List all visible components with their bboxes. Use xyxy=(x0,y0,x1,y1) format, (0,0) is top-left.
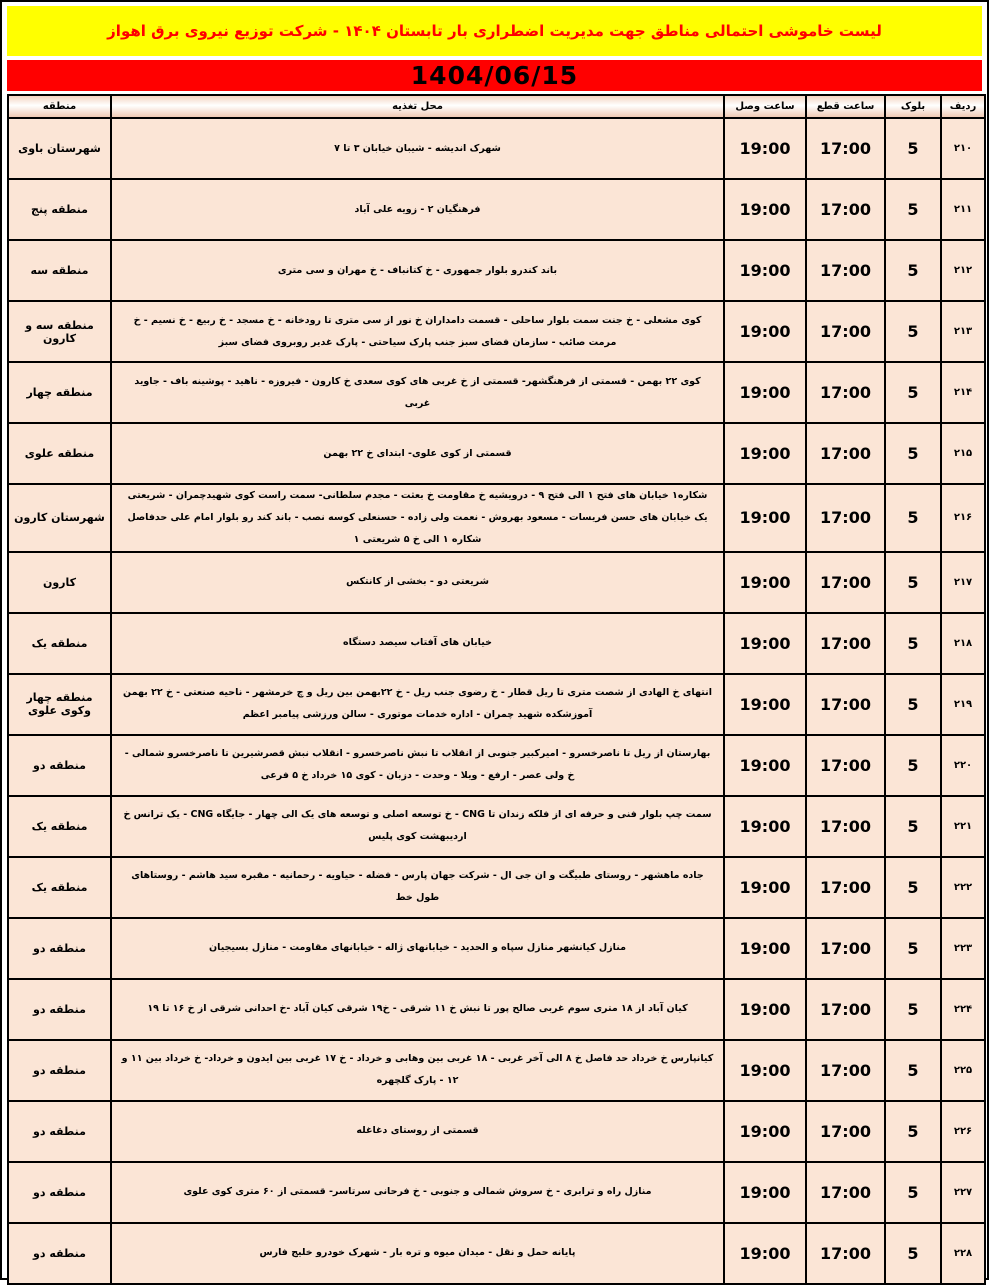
reconnect-time-cell: 19:00 xyxy=(724,484,806,552)
reconnect-time-cell: 19:00 xyxy=(724,552,806,613)
reconnect-time-cell: 19:00 xyxy=(724,1101,806,1162)
block-cell: 5 xyxy=(885,613,941,674)
region-cell: منطقه سه و کارون xyxy=(8,301,111,362)
block-cell: 5 xyxy=(885,796,941,857)
row-number-cell: ۲۱۲ xyxy=(941,240,985,301)
reconnect-time-cell: 19:00 xyxy=(724,118,806,179)
block-cell: 5 xyxy=(885,918,941,979)
reconnect-time-cell: 19:00 xyxy=(724,857,806,918)
row-number-cell: ۲۱۴ xyxy=(941,362,985,423)
feeder-cell: سمت چپ بلوار فنی و حرفه ای از فلکه زندان تا CNG - خ توسعه اصلی و توسعه های یک الی چهار - جایگاه CNG - یک ترانس خ اردیبهشت کوی پلیس xyxy=(111,796,724,857)
feeder-cell: باند کندرو بلوار جمهوری - خ کتانباف - خ مهران و سی متری xyxy=(111,240,724,301)
row-number-cell: ۲۱۹ xyxy=(941,674,985,735)
table-header-row xyxy=(8,95,985,118)
region-cell: منطقه دو xyxy=(8,979,111,1040)
header-row-number: ردیف xyxy=(941,95,985,118)
feeder-cell: کوی ۲۲ بهمن - قسمتی از فرهنگشهر- قسمتی از خ غربی های کوی سعدی خ کارون - فیروزه - ناهید - پوشینه باف - جاوید غربی xyxy=(111,362,724,423)
reconnect-time-cell: 19:00 xyxy=(724,1040,806,1101)
region-cell: منطقه دو xyxy=(8,1101,111,1162)
block-cell: 5 xyxy=(885,240,941,301)
feeder-cell: شریعتی دو - بخشی از کانتکس xyxy=(111,552,724,613)
reconnect-time-cell: 19:00 xyxy=(724,735,806,796)
region-cell: منطقه پنج xyxy=(8,179,111,240)
table-row xyxy=(8,674,985,735)
cutoff-time-cell: 17:00 xyxy=(806,918,885,979)
region-cell: منطقه چهار xyxy=(8,362,111,423)
block-cell: 5 xyxy=(885,301,941,362)
feeder-cell: انتهای خ الهادی از شصت متری تا ریل قطار - خ رضوی جنب ریل - خ ۲۲بهمن بین ریل و چ خرمشهر - ناحیه صنعتی - خ ۲۲ بهمن آموزشکده شهید چمران - اداره خدمات موتوری - سالن ورزشی پیامبر اعظم xyxy=(111,674,724,735)
cutoff-time-cell: 17:00 xyxy=(806,484,885,552)
feeder-cell: کوی مشعلی - خ جنت سمت بلوار ساحلی - قسمت دامداران خ نور از سی متری تا رودخانه - خ مسجد - خ ربیع - خ نسیم - خ مرمت صائب - سازمان فضای سبز جنب پارک سیاحتی - پارک غدیر روبروی فضای سبز xyxy=(111,301,724,362)
table-row xyxy=(8,857,985,918)
table-row xyxy=(8,1101,985,1162)
table-row xyxy=(8,1040,985,1101)
table-row xyxy=(8,240,985,301)
table-row xyxy=(8,1223,985,1284)
feeder-cell: قسمتی از روستای دغاغله xyxy=(111,1101,724,1162)
feeder-cell: پایانه حمل و نقل - میدان میوه و تره بار - شهرک خودرو خلیج فارس xyxy=(111,1223,724,1284)
feeder-cell: جاده ماهشهر - روستای طبیگت و ان جی ال - شرکت جهان پارس - فضله - حیاویه - رحمانیه - مقبره سید هاشم - روستاهای طول خط xyxy=(111,857,724,918)
page-title: لیست خاموشی احتمالی مناطق جهت مدیریت اضطراری بار تابستان ۱۴۰۴ - شرکت توزیع نیروی برق اهواز xyxy=(107,22,882,40)
table-row xyxy=(8,301,985,362)
header-block: بلوک xyxy=(885,95,941,118)
title-band xyxy=(7,6,982,56)
feeder-cell: کیانپارس خ خرداد حد فاصل خ ۸ الی آخر غربی - ۱۸ غربی بین وهابی و خرداد - خ ۱۷ غربی بین ایدون و خرداد- خ خرداد بین ۱۱ و ۱۲ - پارک گلچهره xyxy=(111,1040,724,1101)
region-cell: منطقه دو xyxy=(8,918,111,979)
feeder-cell: فرهنگیان ۲ - زویه علی آباد xyxy=(111,179,724,240)
region-cell: شهرستان باوی xyxy=(8,118,111,179)
block-cell: 5 xyxy=(885,1101,941,1162)
block-cell: 5 xyxy=(885,1162,941,1223)
cutoff-time-cell: 17:00 xyxy=(806,362,885,423)
cutoff-time-cell: 17:00 xyxy=(806,674,885,735)
feeder-cell: کیان آباد از ۱۸ متری سوم غربی صالح پور تا نبش خ ۱۱ شرقی - خ۱۹ شرقی کیان آباد -خ احدانی شرقی از خ ۱۶ تا ۱۹ xyxy=(111,979,724,1040)
reconnect-time-cell: 19:00 xyxy=(724,179,806,240)
region-cell: منطقه علوی xyxy=(8,423,111,484)
table-row xyxy=(8,179,985,240)
region-cell: منطقه دو xyxy=(8,1162,111,1223)
block-cell: 5 xyxy=(885,735,941,796)
table-row xyxy=(8,735,985,796)
block-cell: 5 xyxy=(885,484,941,552)
table-row xyxy=(8,918,985,979)
table-row xyxy=(8,552,985,613)
cutoff-time-cell: 17:00 xyxy=(806,613,885,674)
row-number-cell: ۲۱۵ xyxy=(941,423,985,484)
cutoff-time-cell: 17:00 xyxy=(806,735,885,796)
table-row xyxy=(8,118,985,179)
cutoff-time-cell: 17:00 xyxy=(806,1101,885,1162)
table-row xyxy=(8,423,985,484)
reconnect-time-cell: 19:00 xyxy=(724,796,806,857)
cutoff-time-cell: 17:00 xyxy=(806,979,885,1040)
cutoff-time-cell: 17:00 xyxy=(806,1223,885,1284)
block-cell: 5 xyxy=(885,979,941,1040)
region-cell: شهرستان کارون xyxy=(8,484,111,552)
table-row xyxy=(8,979,985,1040)
feeder-cell: منازل راه و ترابری - خ سروش شمالی و جنوبی - خ فرحانی سرتاسر- قسمتی از ۶۰ متری کوی علوی xyxy=(111,1162,724,1223)
cutoff-time-cell: 17:00 xyxy=(806,796,885,857)
row-number-cell: ۲۲۲ xyxy=(941,857,985,918)
region-cell: منطقه چهار وکوی علوی xyxy=(8,674,111,735)
row-number-cell: ۲۲۰ xyxy=(941,735,985,796)
table-row xyxy=(8,362,985,423)
region-cell: منطقه سه xyxy=(8,240,111,301)
reconnect-time-cell: 19:00 xyxy=(724,1223,806,1284)
feeder-cell: شهرک اندیشه - شیبان خیابان ۳ تا ۷ xyxy=(111,118,724,179)
row-number-cell: ۲۲۱ xyxy=(941,796,985,857)
row-number-cell: ۲۲۸ xyxy=(941,1223,985,1284)
row-number-cell: ۲۱۶ xyxy=(941,484,985,552)
cutoff-time-cell: 17:00 xyxy=(806,1162,885,1223)
feeder-cell: شکاره۱ خیابان های فتح ۱ الی فتح ۹ - درویشیه خ مقاومت خ بعثت - مجدم سلطانی- سمت راست کوی شهیدچمران - شریعتی یک خیابان های حسن فریسات - مسعود بهروش - نعمت ولی زاده - حسنعلی کوسه نصب - باند کند رو بلوار امام علی حدفاصل شکاره ۱ الی خ ۵ شریعتی ۱ xyxy=(111,484,724,552)
table-body xyxy=(8,118,985,1284)
reconnect-time-cell: 19:00 xyxy=(724,1162,806,1223)
block-cell: 5 xyxy=(885,674,941,735)
feeder-cell: خیابان های آفتاب سیصد دستگاه xyxy=(111,613,724,674)
header-reconnect-time: ساعت وصل xyxy=(724,95,806,118)
cutoff-time-cell: 17:00 xyxy=(806,1040,885,1101)
header-feeder-location: محل تغذیه xyxy=(111,95,724,118)
cutoff-time-cell: 17:00 xyxy=(806,301,885,362)
feeder-cell: منازل کیانشهر منازل سپاه و الحدید - خیابانهای ژاله - خیابانهای مقاومت - منازل بسیجیان xyxy=(111,918,724,979)
outage-table xyxy=(7,94,986,1285)
reconnect-time-cell: 19:00 xyxy=(724,674,806,735)
row-number-cell: ۲۲۴ xyxy=(941,979,985,1040)
region-cell: منطقه یک xyxy=(8,857,111,918)
row-number-cell: ۲۱۷ xyxy=(941,552,985,613)
date-band xyxy=(7,60,982,91)
cutoff-time-cell: 17:00 xyxy=(806,857,885,918)
schedule-date: 1404/06/15 xyxy=(410,61,579,90)
reconnect-time-cell: 19:00 xyxy=(724,979,806,1040)
region-cell: منطقه دو xyxy=(8,1040,111,1101)
region-cell: کارون xyxy=(8,552,111,613)
table-row xyxy=(8,613,985,674)
table-row xyxy=(8,796,985,857)
block-cell: 5 xyxy=(885,118,941,179)
row-number-cell: ۲۱۸ xyxy=(941,613,985,674)
block-cell: 5 xyxy=(885,857,941,918)
block-cell: 5 xyxy=(885,552,941,613)
cutoff-time-cell: 17:00 xyxy=(806,423,885,484)
block-cell: 5 xyxy=(885,1223,941,1284)
block-cell: 5 xyxy=(885,179,941,240)
region-cell: منطقه دو xyxy=(8,735,111,796)
region-cell: منطقه یک xyxy=(8,796,111,857)
region-cell: منطقه دو xyxy=(8,1223,111,1284)
feeder-cell: قسمتی از کوی علوی- ابتدای خ ۲۲ بهمن xyxy=(111,423,724,484)
table-row xyxy=(8,1162,985,1223)
row-number-cell: ۲۲۷ xyxy=(941,1162,985,1223)
table-row xyxy=(8,484,985,552)
header-region: منطقه xyxy=(8,95,111,118)
row-number-cell: ۲۱۱ xyxy=(941,179,985,240)
reconnect-time-cell: 19:00 xyxy=(724,362,806,423)
block-cell: 5 xyxy=(885,362,941,423)
cutoff-time-cell: 17:00 xyxy=(806,118,885,179)
reconnect-time-cell: 19:00 xyxy=(724,301,806,362)
feeder-cell: بهارستان از ریل تا ناصرخسرو - امیرکبیر جنوبی از انقلاب تا نبش ناصرخسرو - انقلاب نبش قصرشیرین تا ناصرخسرو شمالی - خ ولی عصر - ارفع - ویلا - وحدت - دزبان - کوی ۱۵ خرداد خ ۵ فرعی xyxy=(111,735,724,796)
reconnect-time-cell: 19:00 xyxy=(724,613,806,674)
block-cell: 5 xyxy=(885,423,941,484)
row-number-cell: ۲۱۳ xyxy=(941,301,985,362)
block-cell: 5 xyxy=(885,1040,941,1101)
reconnect-time-cell: 19:00 xyxy=(724,240,806,301)
region-cell: منطقه یک xyxy=(8,613,111,674)
row-number-cell: ۲۲۳ xyxy=(941,918,985,979)
header-cutoff-time: ساعت قطع xyxy=(806,95,885,118)
reconnect-time-cell: 19:00 xyxy=(724,918,806,979)
cutoff-time-cell: 17:00 xyxy=(806,552,885,613)
row-number-cell: ۲۲۵ xyxy=(941,1040,985,1101)
row-number-cell: ۲۱۰ xyxy=(941,118,985,179)
reconnect-time-cell: 19:00 xyxy=(724,423,806,484)
cutoff-time-cell: 17:00 xyxy=(806,179,885,240)
row-number-cell: ۲۲۶ xyxy=(941,1101,985,1162)
cutoff-time-cell: 17:00 xyxy=(806,240,885,301)
